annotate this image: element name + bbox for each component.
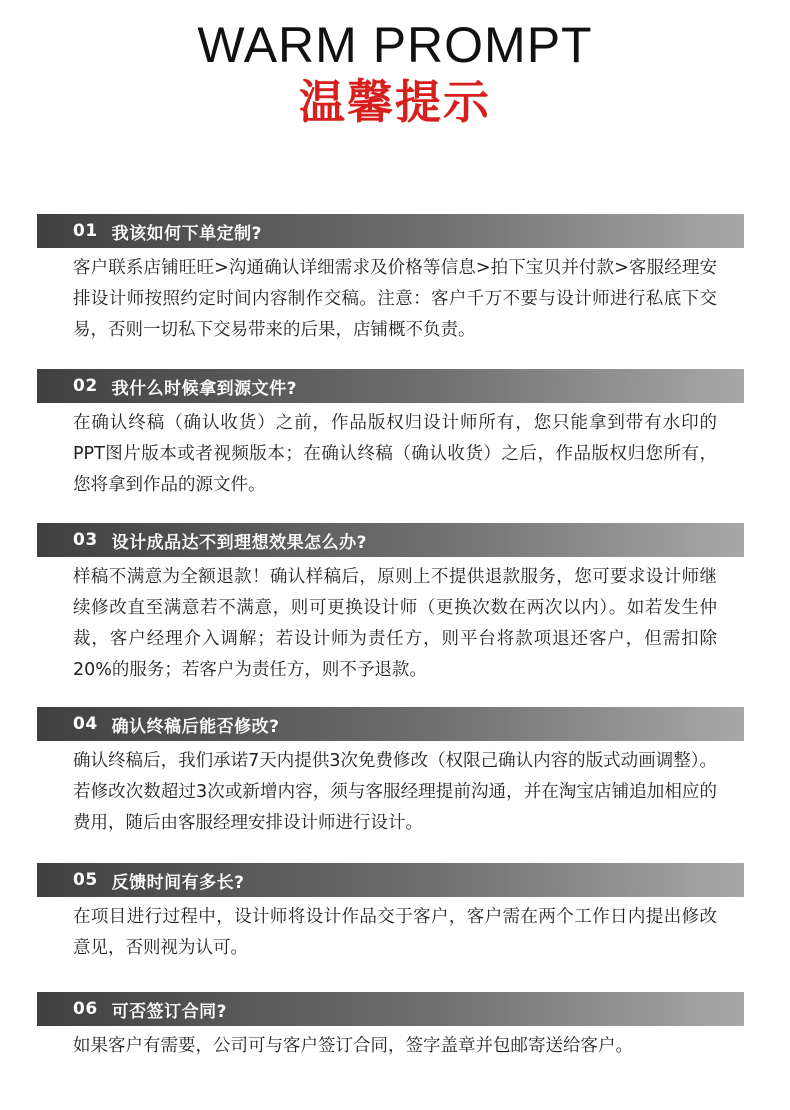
title-english: WARM PROMPT: [197, 17, 593, 73]
faq-number: 06: [73, 999, 98, 1019]
faq-header: [37, 523, 744, 557]
title-chinese: 温馨提示: [299, 75, 491, 129]
faq-number: 04: [73, 714, 98, 734]
faq-question: 我该如何下单定制?: [111, 223, 263, 244]
faq-answer: 在确认终稿（确认收货）之前，作品版权归设计师所有，您只能拿到带有水印的PPT图片版本或者视频版本；在确认终稿（确认收货）之后，作品版权归您所有，您将拿到作品的源文件。: [73, 413, 717, 495]
faq-number: 02: [73, 376, 98, 396]
faq-header: [37, 992, 744, 1026]
faq-question: 我什么时候拿到源文件?: [111, 378, 298, 399]
faq-item-06: [37, 992, 744, 1062]
faq-question: 可否签订合同?: [111, 1001, 228, 1022]
faq-item-04: [37, 707, 744, 839]
faq-answer: 确认终稿后，我们承诺7天内提供3次免费修改（权限己确认内容的版式动画调整）。若修改次数超过3次或新增内容，须与客服经理提前沟通，并在淘宝店铺追加相应的费用，随后由客服经理安排设计师进行设计。: [73, 751, 717, 833]
faq-answer: 样稿不满意为全额退款！确认样稿后，原则上不提供退款服务，您可要求设计师继续修改直至满意若不满意，则可更换设计师（更换次数在两次以内）。如若发生仲裁，客户经理介入调解；若设计师为责任方，则平台将款项退还客户，但需扣除20%的服务；若客户为责任方，则不予退款。: [73, 567, 717, 680]
faq-header: [37, 214, 744, 248]
faq-item-03: [37, 523, 744, 686]
faq-item-01: [37, 214, 744, 346]
faq-number: 05: [73, 870, 98, 890]
faq-answer: 如果客户有需要，公司可与客户签订合同，签字盖章并包邮寄送给客户。: [73, 1036, 633, 1056]
faq-question: 设计成品达不到理想效果怎么办?: [111, 532, 368, 553]
faq-header: [37, 863, 744, 897]
faq-item-05: [37, 863, 744, 964]
faq-number: 03: [73, 530, 98, 550]
faq-item-02: [37, 369, 744, 501]
faq-header: [37, 369, 744, 403]
faq-question: 反馈时间有多长?: [111, 872, 245, 893]
faq-answer: 在项目进行过程中，设计师将设计作品交于客户，客户需在两个工作日内提出修改意见，否则视为认可。: [73, 907, 717, 958]
faq-question: 确认终稿后能否修改?: [111, 716, 280, 737]
faq-answer: 客户联系店铺旺旺>沟通确认详细需求及价格等信息>拍下宝贝并付款>客服经理安排设计师按照约定时间内容制作交稿。注意：客户千万不要与设计师进行私底下交易，否则一切私下交易带来的后果，店铺概不负责。: [73, 258, 717, 340]
faq-header: [37, 707, 744, 741]
faq-number: 01: [73, 221, 98, 241]
